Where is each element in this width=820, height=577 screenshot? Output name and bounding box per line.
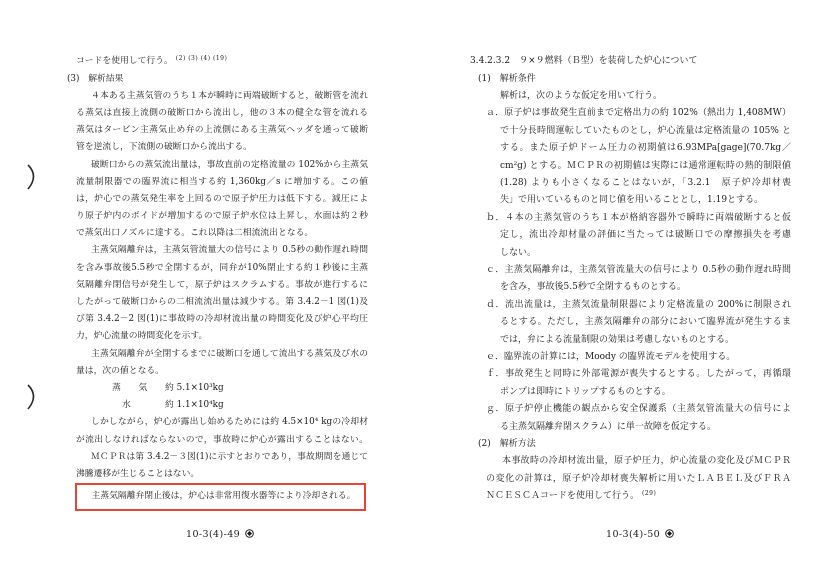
text-line: 沸騰遷移が生じることはない。 (76, 468, 200, 479)
text-line: び第 3.4.2－2 図(1)に事故時の冷却材流出量の時間変化及び炉心平均圧 (76, 314, 368, 325)
text-line: 流量制限器での臨界流に相当する約 1,360kg／s に増加する。この値 (76, 176, 368, 187)
highlighted-sentence: 主蒸気隔離弁閉止後は，炉心は非常用復水器等により冷却される。 (91, 491, 356, 501)
condition-item-c (486, 262, 791, 297)
page-number-text: 10-3(4)-49 (186, 529, 241, 540)
condition-item-d (486, 297, 791, 349)
amount-value: 約 1.1×10⁴kg (165, 400, 224, 411)
text-line: ＭＣＰＲは第 3.4.2－３図(1)に示すとおりであり，事故期間を通じて (91, 451, 368, 462)
amount-row-water (76, 397, 368, 414)
paragraph-3 (76, 242, 368, 345)
condition-item-b (486, 210, 791, 262)
text-line: る蒸気は直接上流側の破断口から流出し，他の３本の健全な管を流れる (76, 107, 368, 118)
text-line: ｄ．流出流量は，主蒸気流量制限器により定格流量の 200%に制限され (486, 299, 791, 310)
text-line: 本事故時の冷却材流出量，原子炉圧力，炉心流量の変化及びＭＣＰＲ (502, 456, 791, 467)
continuation-line (76, 53, 368, 70)
highlighted-sentence-box (75, 483, 366, 511)
page-number-text: 10-3(4)-50 (606, 529, 661, 540)
section-heading: 3.4.2.3.2 ９×９燃料（Ｂ型）を装荷した炉心について (470, 56, 698, 67)
text-line: り原子炉内のボイドが増加するので原子炉水位は上昇し，水面は約２秒 (76, 211, 368, 222)
text-line: 破断口からの蒸気流出量は，事故直前の定格流量の 102%から主蒸気 (91, 159, 368, 170)
paragraph-4 (76, 346, 368, 380)
text-line: で十分長時間運転していたものとし，炉心流量は定格流量の 105% と (500, 125, 791, 136)
text-line: を含み，事故後5.5秒で全閉するものとする。 (500, 282, 686, 293)
line-text: コードを使用して行う。 (76, 56, 173, 67)
text-line: 主蒸気隔離弁が全閉するまでに破断口を通して流出する蒸気及び水の (91, 348, 368, 359)
text-line: 力，炉心流量の時間変化を示す。 (76, 331, 208, 342)
page-number-left (186, 528, 254, 542)
text-line: 失」で用いているものと同じ値を用いることとし，1.19とする。 (500, 195, 764, 206)
text-line: ｃ．主蒸気隔離弁は，主蒸気管流量大の信号により 0.5秒の動作遅れ時間 (486, 264, 791, 275)
text-line: しかしながら，炉心が露出し始めるためには約 4.5×10⁴ kgの冷却材 (91, 417, 368, 428)
reference-numbers: (29) (642, 490, 657, 498)
page-number-right (606, 528, 674, 542)
text-line: ｆ．事故発生と同時に外部電源が喪失するとする。したがって，再循環 (486, 369, 791, 380)
text-line: ｅ．臨界流の計算には，Moody の臨界流モデルを使用する。 (486, 351, 736, 362)
text-line: 気隔離弁閉信号が発生して，原子炉はスクラムする。事故が進行するに (76, 279, 368, 290)
binding-hole-mark (24, 162, 42, 192)
text-line: しない。 (500, 247, 537, 258)
subsection-heading-method: (2) 解析方法 (478, 438, 536, 449)
text-line: では，弁による流量制限の効果は考慮しないものとする。 (500, 334, 735, 345)
text-line: ｇ．原子炉停止機能の観点から安全保護系（主蒸気管流量大の信号によ (486, 404, 791, 415)
paragraph-5 (76, 414, 368, 448)
paragraph-6 (76, 449, 368, 483)
text-line: ポンプは即時にトリップするものとする。 (500, 386, 671, 397)
binding-hole-mark (24, 382, 42, 412)
subsection-heading-conditions: (1) 解析条件 (478, 73, 536, 84)
text-line: 主蒸気隔離弁は，主蒸気管流量大の信号により 0.5秒の動作遅れ時間 (91, 245, 368, 256)
condition-item-e (486, 349, 791, 366)
conditions-intro: 解析は，次のような仮定を用いて行う。 (500, 91, 663, 102)
method-paragraph (486, 453, 791, 505)
section-heading: (3) 解析結果 (67, 73, 124, 84)
condition-item-a (486, 105, 791, 209)
text-line: の変化の計算は，原子炉冷却材喪失解析に用いたＬＡＢＥＬ及びＦＲＡ (486, 473, 791, 484)
text-line: 蒸気はタービン主蒸気止め弁の上流側にある主蒸気ヘッダを通って破断 (76, 125, 368, 136)
condition-item-g (486, 401, 791, 436)
text-line: るとする。ただし，主蒸気隔離弁の部分において臨界流が発生するま (500, 317, 791, 328)
paragraph-2 (76, 157, 368, 243)
text-line: 定し，流出冷却材量の評価に当たっては破断口での摩擦損失を考慮 (500, 230, 791, 241)
text-line: する。また原子炉ドーム圧力の初期値は6.93MPa[gage](70.7kg／ (500, 143, 791, 154)
paragraph-1 (76, 88, 368, 157)
text-line: cm²g) とする。ＭＣＰＲの初期値は実際には通常運転時の熱的制限値 (500, 160, 791, 171)
text-line (486, 488, 791, 505)
text-line: ａ．原子炉は事故発生直前まで定格出力の約 102%（熱出力 1,408MW） (486, 108, 791, 119)
released-amounts (76, 380, 368, 414)
amount-label: 蒸 気 (112, 382, 148, 393)
circled-mark-icon (665, 529, 674, 538)
text-line: 量は，次の値となる。 (76, 365, 164, 376)
amount-value: 約 5.1×10³kg (165, 382, 224, 393)
text-line: ４本ある主蒸気管のうち１本が瞬時に両端破断すると，破断管を流れ (91, 90, 368, 101)
text-line: 管を逆流し，下流側の破断口から流出する。 (76, 142, 252, 153)
text-line: を含み事故後5.5秒で全閉するが，同弁が10%閉止する約１秒後に主蒸 (76, 262, 368, 273)
text-line: ｂ．４本の主蒸気管のうち１本が格納容器外で瞬時に両端破断すると仮 (486, 212, 791, 223)
left-page-body (67, 53, 368, 483)
text-line: で蒸気出口ノズルに達する。これ以降は二相流流出となる。 (76, 228, 314, 239)
text-line: が流出しなければならないので，事故時に炉心が露出することはない。 (76, 434, 368, 445)
text-line: (1.28) よりも小さくなることはないが，「3.2.1 原子炉冷却材喪 (500, 178, 791, 189)
line-text: ＮＣＥＳＣＡコードを使用して行う。 (486, 491, 640, 502)
amount-label: 水 (122, 400, 131, 411)
text-line: は，炉心での蒸気発生率を上回るので原子炉圧力は低下する。減圧によ (76, 193, 368, 204)
text-line: したがって破断口からの二相流流出量は減少する。第 3.4.2－1 図(1)及 (76, 297, 368, 308)
circled-mark-icon (245, 529, 254, 538)
right-page-body (470, 53, 791, 505)
amount-row-steam (76, 380, 368, 397)
condition-item-f (486, 366, 791, 401)
reference-numbers: (2) (3) (4) (19) (175, 55, 228, 63)
text-line: る主蒸気隔離弁閉スクラム）に単一故障を仮定する。 (500, 421, 716, 432)
